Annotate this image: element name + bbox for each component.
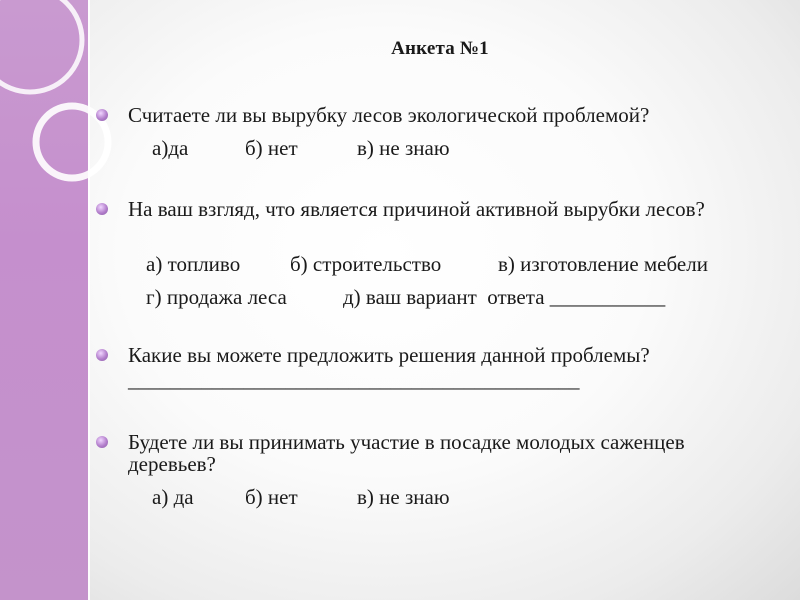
q1-answer-c: в) не знаю [357,136,450,160]
bullet-icon [96,436,108,448]
q1-answer-b: б) нет [245,136,298,160]
question-2: На ваш взгляд, что является причиной активной вырубки лесов? [128,197,705,221]
q4-answer-a: а) да [152,485,194,509]
question-3: Какие вы можете предложить решения данной проблемы? [128,343,650,367]
bullet-icon [96,203,108,215]
q2-answer-e: д) ваш вариант ответа ___________ [343,285,666,309]
question-4: Будете ли вы принимать участие в посадке молодых саженцев деревьев? [128,430,685,476]
q2-answer-b: б) строительство [290,252,442,276]
survey-title: Анкета №1 [391,38,489,59]
question-1: Считаете ли вы вырубку лесов экологической проблемой? [128,103,650,127]
q3-answer-blank: ___________________________________________ [128,368,580,392]
q1-answer-a: а)да [152,136,189,160]
q2-answer-c: в) изготовление мебели [498,252,708,276]
q2-answer-a: а) топливо [146,252,241,276]
q4-answer-b: б) нет [245,485,298,509]
q2-answer-d: г) продажа леса [146,285,287,309]
bullet-icon [96,109,108,121]
decorative-circles-icon [0,0,140,200]
bullet-icon [96,349,108,361]
q4-answer-c: в) не знаю [357,485,450,509]
